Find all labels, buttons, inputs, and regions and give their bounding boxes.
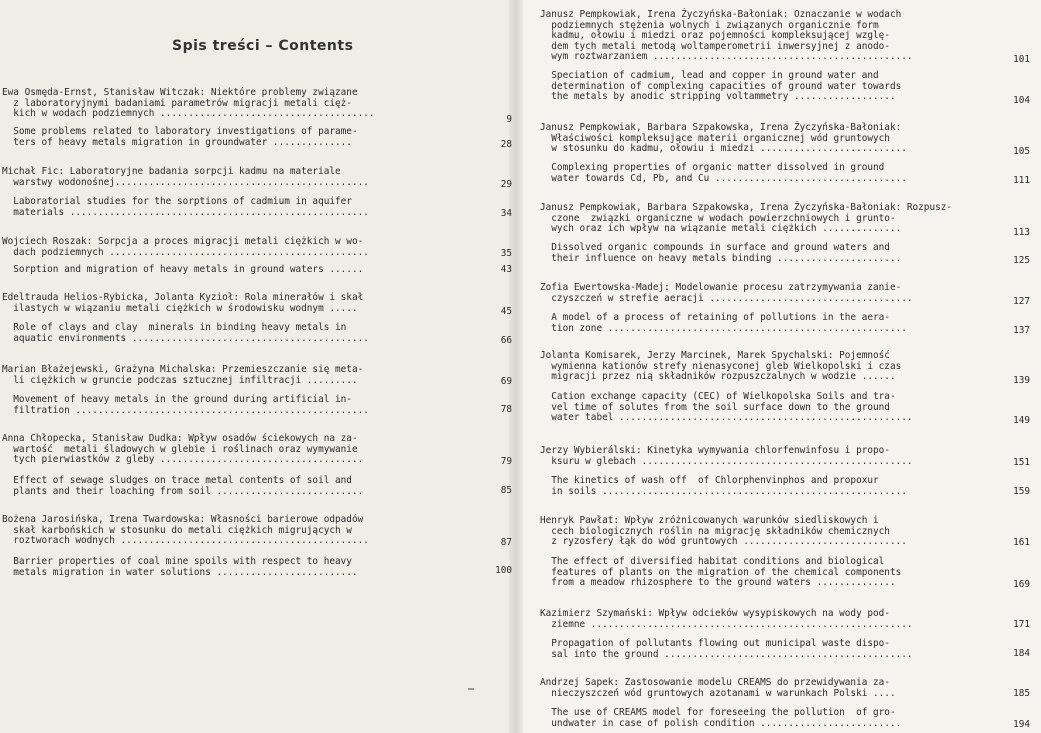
right-toc-page-number: 101 <box>1013 54 1030 65</box>
right-toc-entry: Janusz Pempkowiak, Barbara Szpakowska, Irena Życzyńska-Bałoniak: Właściwości kompleksujące materii organicznej wód gruntowych w stosunku do kadmu, ołowiu i miedzi .......................... <box>540 122 907 155</box>
right-toc-page-number: 137 <box>1013 325 1030 336</box>
right-toc-entry: Janusz Pempkowiak, Irena Życzyńska-Bałoniak: Oznaczanie w wodach podziemnych stężenia wolnych i związanych organicznie form kadmu, ołowiu i miedzi oraz pojemności kompleksującej wzglę- dem tych metali metodą woltamperometrii inwersyjnej z anodo- wym roztwarzaniem .............................................. <box>540 9 913 63</box>
right-toc-entry: Dissolved organic compounds in surface and ground waters and their influence on heavy metals binding ...................... <box>551 242 902 264</box>
left-toc-page-number: 35 <box>500 248 512 259</box>
left-toc-page-number: 79 <box>500 456 512 467</box>
left-toc-entry: Role of clays and clay minerals in binding heavy metals in aquatic environments .......................................... <box>13 322 369 344</box>
left-toc-page-number: 78 <box>500 404 512 415</box>
contents-title: Spis treści – Contents <box>172 38 354 54</box>
right-toc-entry: Kazimierz Szymański: Wpływ odcieków wysypiskowych na wody pod- ziemne ......................................................... <box>540 608 913 630</box>
right-toc-entry: The use of CREAMS model for foreseeing the pollution of gro- undwater in case of polish condition ......................... <box>551 707 902 729</box>
right-toc-page-number: 105 <box>1013 146 1030 157</box>
right-toc-page-number: 125 <box>1013 255 1030 266</box>
left-toc-entry: Effect of sewage sludges on trace metal contents of soil and plants and their loaching from soil .......................... <box>13 475 364 497</box>
left-toc-entry: Edeltrauda Helios-Rybicka, Jolanta Kyzioł: Rola minerałów i skał ilastych w wiązaniu metali ciężkich w środowisku wodnym ..... <box>2 292 364 314</box>
left-toc-page-number: 87 <box>500 537 512 548</box>
right-toc-entry: Henryk Pawłat: Wpływ zróżnicowanych warunków siedliskowych i cech biologicznych roślin na migrację składników chemicznych z ryzosfery łąk do wód gruntowych ............................. <box>540 515 907 548</box>
right-toc-entry: Zofia Ewertowska-Madej: Modelowanie procesu zatrzymywania zanie- czyszczeń w strefie aeracji .................................... <box>540 282 913 304</box>
right-toc-page-number: 169 <box>1013 579 1030 590</box>
right-toc-page-number: 185 <box>1013 688 1030 699</box>
right-toc-entry: Complexing properties of organic matter dissolved in ground water towards Cd, Pb, and Cu .................................. <box>551 162 907 184</box>
right-toc-page-number: 139 <box>1013 375 1030 386</box>
left-toc-page-number: 45 <box>500 306 512 317</box>
left-toc-entry: Laboratorial studies for the sorptions of cadmium in aquifer materials ..................................................... <box>13 196 369 218</box>
right-toc-entry: A model of a process of retaining of pollutions in the aera- tion zone ..................................................... <box>551 312 907 334</box>
left-toc-entry: Michał Fic: Laboratoryjne badania sorpcji kadmu na materiale warstwy wodonośnej............................................. <box>2 166 369 188</box>
right-toc-page-number: 184 <box>1013 648 1030 659</box>
right-toc-page-number: 161 <box>1013 537 1030 548</box>
right-toc-page-number: 111 <box>1013 175 1030 186</box>
right-toc-entry: Cation exchange capacity (CEC) of Wielkopolska Soils and tra- vel time of solutes from the soil surface down to the ground water tabel .................................................... <box>551 391 913 424</box>
right-toc-page-number: 149 <box>1013 415 1030 426</box>
right-toc-page-number: 104 <box>1013 95 1030 106</box>
right-toc-entry: The effect of diversified habitat conditions and biological features of plants on the migration of the chemical components from a meadow rhizosphere to the ground waters .............. <box>551 556 902 589</box>
right-toc-page-number: 159 <box>1013 486 1030 497</box>
left-toc-entry: Bożena Jarosińska, Irena Twardowska: Własności barierowe odpadów skał karbońskich w stosunku do metali ciężkich migrujących w roztworach wodnych ............................................ <box>2 514 369 547</box>
left-toc-entry: Marian Błażejewski, Grażyna Michalska: Przemieszczanie się meta- li ciężkich w gruncie podczas sztucznej infiltracji ......... <box>2 364 364 386</box>
left-toc-entry: Anna Chłopecka, Stanisław Dudka: Wpływ osadów ściekowych na za- wartość metali śladowych w glebie i roślinach oraz wymywanie tych pierwiastków z gleby .................................... <box>2 433 364 466</box>
left-toc-entry: Wojciech Roszak: Sorpcja a proces migracji metali ciężkich w wo- dach podziemnych .............................................. <box>2 236 369 258</box>
book-gutter <box>509 0 523 733</box>
print-mark <box>468 688 474 690</box>
left-toc-entry: Ewa Osmęda-Ernst, Stanisław Witczak: Niektóre problemy związane z laboratoryjnymi badaniami parametrów migracji metali cięż- kich w wodach podziemnych ...................................... <box>2 87 375 120</box>
left-toc-page-number: 100 <box>495 565 512 576</box>
left-toc-page-number: 69 <box>500 376 512 387</box>
left-toc-page-number: 9 <box>506 114 512 125</box>
right-toc-entry: Andrzej Sapek: Zastosowanie modelu CREAMS do przewidywania za- nieczyszczeń wód gruntowych azotanami w warunkach Polski .... <box>540 677 896 699</box>
right-toc-entry: Speciation of cadmium, lead and copper in ground water and determination of complexing capacities of ground water towards the metals by anodic stripping voltammetry .................. <box>551 70 902 103</box>
right-toc-page-number: 194 <box>1013 719 1030 730</box>
right-toc-entry: Janusz Pempkowiak, Barbara Szpakowska, Irena Życzyńska-Bałoniak: Rozpusz- czone związki organiczne w wodach powierzchniowych i grunto- wych oraz ich wpływ na wiązanie metali ciężkich .............. <box>540 202 953 235</box>
left-toc-entry: Some problems related to laboratory investigations of parame- ters of heavy metals migration in groundwater .............. <box>13 126 358 148</box>
left-toc-entry: Movement of heavy metals in the ground during artificial in- filtration .................................................... <box>13 394 369 416</box>
left-toc-page-number: 66 <box>500 335 512 346</box>
left-toc-page-number: 34 <box>500 208 512 219</box>
left-toc-page-number: 28 <box>500 139 512 150</box>
left-toc-page-number: 43 <box>500 264 512 275</box>
right-toc-entry: The kinetics of wash off of Chlorphenvinphos and propoxur in soils ...................................................... <box>551 475 907 497</box>
right-toc-page-number: 127 <box>1013 296 1030 307</box>
left-toc-page-number: 85 <box>500 485 512 496</box>
right-toc-entry: Jolanta Komisarek, Jerzy Marcinek, Marek Spychalski: Pojemność wymienna kationów strefy nienasyconej gleb Wielkopolski i czas migracji przez nią składników rozpuszczalnych w wodzie ...... <box>540 350 902 383</box>
right-toc-page-number: 151 <box>1013 457 1030 468</box>
right-toc-page-number: 171 <box>1013 619 1030 630</box>
right-toc-page-number: 113 <box>1013 227 1030 238</box>
left-toc-entry: Sorption and migration of heavy metals in ground waters ...... <box>2 264 364 275</box>
left-toc-page-number: 29 <box>500 179 512 190</box>
right-toc-entry: Propagation of pollutants flowing out municipal waste dispo- sal into the ground ............................................ <box>551 638 913 660</box>
right-toc-entry: Jerzy Wybierálski: Kinetyka wymywania chlorfenwinfosu i propo- ksuru w glebach ................................................ <box>540 445 913 467</box>
left-toc-entry: Barrier properties of coal mine spoils with respect to heavy metals migration in water solutions ......................... <box>13 556 358 578</box>
